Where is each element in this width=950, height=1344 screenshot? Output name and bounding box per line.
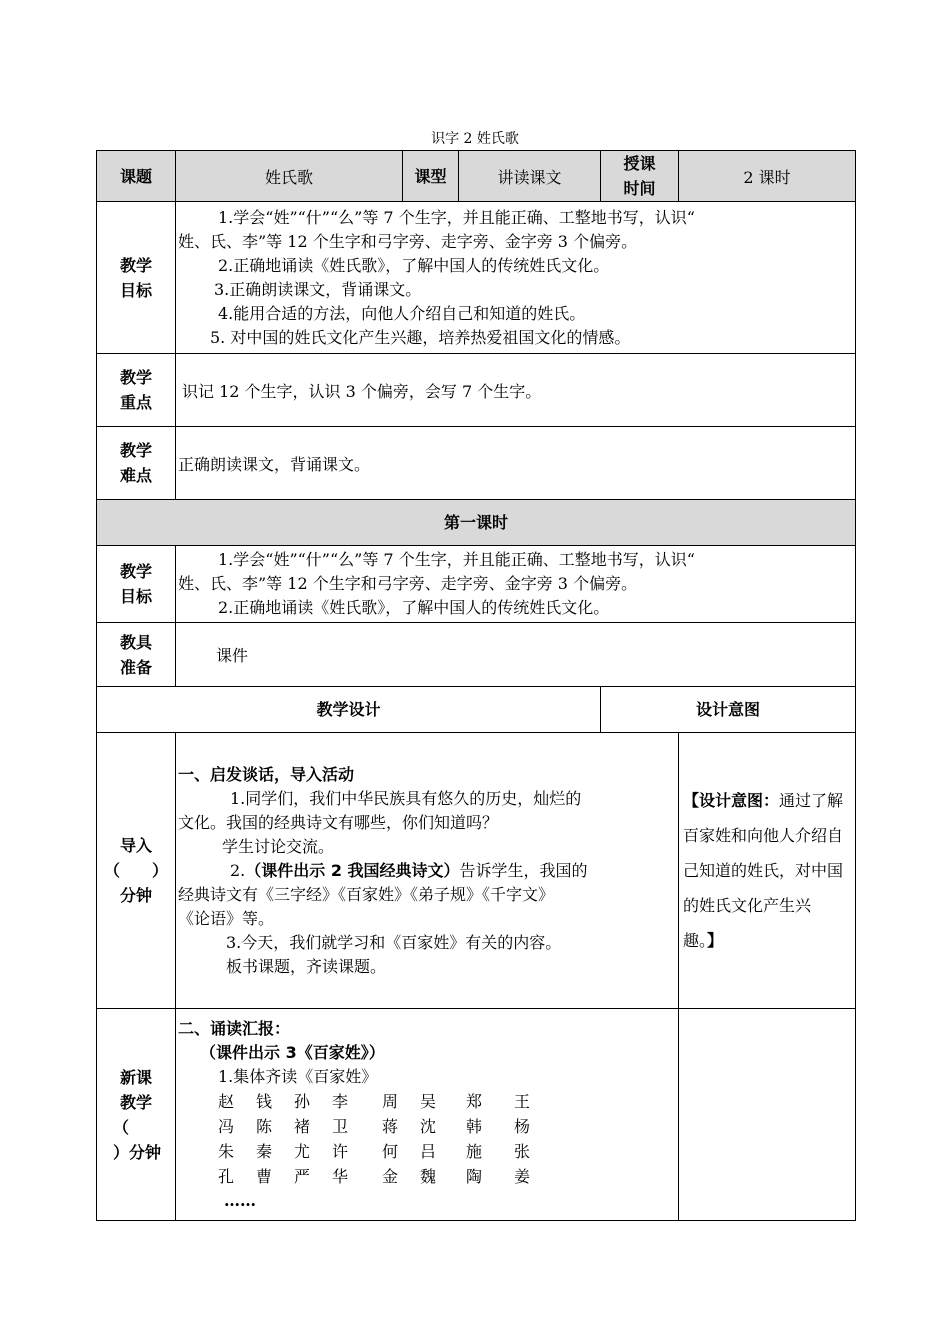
difficulties-text: 正确朗读课文，背诵课文。 [176, 427, 856, 500]
new-lesson-row [97, 1009, 856, 1221]
lesson1-goals-label-line1: 教学 [119, 562, 152, 581]
surname-row [178, 1164, 676, 1189]
lesson1-goal-item: 姓、氏、李”等 12 个生字和弓字旁、走字旁、金字旁 3 个偏旁。 [178, 574, 638, 593]
surname: 孔 [218, 1167, 235, 1186]
new-lesson-intent [679, 1009, 856, 1221]
intent-bold: 【设计意图： [683, 791, 780, 810]
surname: 吕 [420, 1142, 437, 1161]
surname: 孙 [294, 1092, 311, 1111]
time-label [601, 151, 679, 202]
surname: 许 [332, 1142, 349, 1161]
difficulties-label-line1: 教学 [119, 441, 152, 460]
key-points-label-line1: 教学 [119, 368, 152, 387]
key-points-label [97, 354, 176, 427]
topic-value: 姓氏歌 [176, 151, 403, 202]
tools-row [97, 623, 856, 687]
intro-paragraph [178, 859, 676, 883]
goals-label-line2: 目标 [119, 280, 152, 300]
surname: 何 [382, 1142, 399, 1161]
goals-row [97, 202, 856, 354]
surname: 韩 [466, 1117, 483, 1136]
new-lesson-label-line1: 新课 [119, 1067, 152, 1087]
tools-label [97, 623, 176, 687]
lesson-plan-table [96, 150, 856, 1221]
surname: 褚 [294, 1117, 311, 1136]
difficulties-label-line2: 难点 [119, 466, 152, 485]
ellipsis: …… [224, 1191, 256, 1210]
new-lesson-label [97, 1009, 176, 1221]
lesson1-goals-label-line2: 目标 [119, 587, 152, 606]
type-value: 讲读课文 [459, 151, 601, 202]
surname: 赵 [218, 1092, 235, 1111]
intent-text: 通过了解百家姓和向他人介绍自己知道的姓氏，对中国的姓氏文化产生兴趣。 [683, 791, 844, 950]
surname: 杨 [514, 1117, 531, 1136]
lesson1-goals-row [97, 546, 856, 623]
lesson1-heading-row [97, 500, 856, 546]
surname: 钱 [256, 1092, 273, 1111]
surname: 魏 [420, 1167, 437, 1186]
surname-row [178, 1139, 676, 1164]
new-lesson-item: 1.集体齐读《百家姓》 [218, 1067, 378, 1086]
lesson1-heading: 第一课时 [97, 500, 856, 546]
intro-label [97, 733, 176, 1009]
intro-label-line2: （ ） [103, 861, 168, 880]
surname: 朱 [218, 1142, 235, 1161]
intro-title: 一、启发谈话，导入活动 [178, 764, 355, 784]
goal-item: 1.学会“姓”“什”“么”等 7 个生字，并且能正确、工整地书写，认识“ [218, 207, 695, 227]
new-lesson-label-line2: 教学 [119, 1092, 152, 1112]
key-points-text: 识记 12 个生字，认识 3 个偏旁，会写 7 个生字。 [176, 354, 856, 427]
lesson1-goals-content [176, 546, 856, 623]
surname: 姜 [514, 1167, 531, 1186]
topic-label: 课题 [97, 151, 176, 202]
intro-paragraph: 板书课题，齐读课题。 [226, 956, 387, 976]
goal-item: 2.正确地诵读《姓氏歌》，了解中国人的传统姓氏文化。 [218, 255, 610, 275]
surname: 周 [382, 1092, 399, 1111]
goals-label-line1: 教学 [119, 255, 152, 275]
goal-item: 5. 对中国的姓氏文化产生兴趣，培养热爱祖国文化的情感。 [210, 327, 631, 347]
key-points-label-line2: 重点 [119, 393, 152, 412]
intro-paragraph: 学生讨论交流。 [222, 836, 335, 856]
surname: 吴 [420, 1092, 437, 1111]
surname-row [178, 1114, 676, 1139]
surname: 王 [514, 1092, 531, 1111]
surname: 陶 [466, 1167, 483, 1186]
type-label: 课型 [403, 151, 459, 202]
intro-label-line3: 分钟 [119, 886, 152, 905]
intro-paragraph: 文化。我国的经典诗文有哪些，你们知道吗？ [178, 812, 499, 832]
difficulties-row [97, 427, 856, 500]
lesson1-goal-item: 1.学会“姓”“什”“么”等 7 个生字，并且能正确、工整地书写，认识“ [218, 550, 695, 569]
goal-item: 3.正确朗读课文，背诵课文。 [214, 279, 422, 299]
surname: 秦 [256, 1142, 273, 1161]
surname: 卫 [332, 1117, 349, 1136]
intro-paragraph: 1.同学们，我们中华民族具有悠久的历史，灿烂的 [230, 788, 582, 808]
intro-content [176, 733, 679, 1009]
document-title: 识字 2 姓氏歌 [431, 131, 519, 147]
design-header-row [97, 687, 856, 733]
surname: 华 [332, 1167, 349, 1186]
key-points-row [97, 354, 856, 427]
goals-label [97, 202, 176, 354]
surname-row [178, 1089, 676, 1114]
goals-content [176, 202, 856, 354]
lesson1-goal-item: 2.正确地诵读《姓氏歌》，了解中国人的传统姓氏文化。 [218, 598, 610, 617]
new-lesson-label-line4: ）分钟 [113, 1142, 162, 1162]
new-lesson-content [176, 1009, 679, 1221]
surname: 冯 [218, 1117, 235, 1136]
difficulties-label [97, 427, 176, 500]
new-lesson-subtitle: （课件出示 3《百家姓》） [200, 1043, 385, 1062]
intro-intent [679, 733, 856, 1009]
intent-header: 设计意图 [601, 687, 856, 733]
surname: 沈 [420, 1117, 437, 1136]
time-label-line2: 时间 [623, 179, 656, 198]
new-lesson-label-line3: （ [113, 1117, 130, 1137]
intro-row [97, 733, 856, 1009]
intro-paragraph: 3.今天，我们就学习和《百家姓》有关的内容。 [226, 932, 562, 952]
lesson1-goals-label [97, 546, 176, 623]
intro-paragraph: 经典诗文有《三字经》《百家姓》《弟子规》《千字文》 [178, 884, 555, 904]
time-label-line1: 授课 [623, 154, 656, 173]
intro-p3-number: 2. [230, 860, 246, 880]
surname: 蒋 [382, 1117, 399, 1136]
surname: 曹 [256, 1167, 273, 1186]
tools-label-line2: 准备 [119, 657, 152, 677]
intent-end: 】 [707, 931, 724, 950]
courseware-ref: （课件出示 2 我国经典诗文） [245, 860, 460, 880]
surname: 陈 [256, 1117, 273, 1136]
tools-value: 课件 [176, 623, 856, 687]
intro-paragraph: 《论语》等。 [178, 908, 275, 928]
surname: 尤 [294, 1142, 311, 1161]
surname: 施 [466, 1142, 483, 1161]
goal-item: 4.能用合适的方法，向他人介绍自己和知道的姓氏。 [218, 303, 586, 323]
intro-label-line1: 导入 [119, 836, 152, 855]
new-lesson-title: 二、诵读汇报： [178, 1019, 291, 1038]
header-row [97, 151, 856, 202]
goal-item: 姓、氏、李”等 12 个生字和弓字旁、走字旁、金字旁 3 个偏旁。 [178, 231, 638, 251]
surname: 严 [294, 1167, 311, 1186]
surname: 李 [332, 1092, 349, 1111]
time-value: 2 课时 [679, 151, 856, 202]
intro-p3-rest: 告诉学生，我国的 [459, 860, 588, 880]
surname: 金 [382, 1167, 399, 1186]
design-header: 教学设计 [97, 687, 601, 733]
surname: 张 [514, 1142, 531, 1161]
tools-label-line1: 教具 [119, 632, 152, 652]
surname: 郑 [466, 1092, 483, 1111]
